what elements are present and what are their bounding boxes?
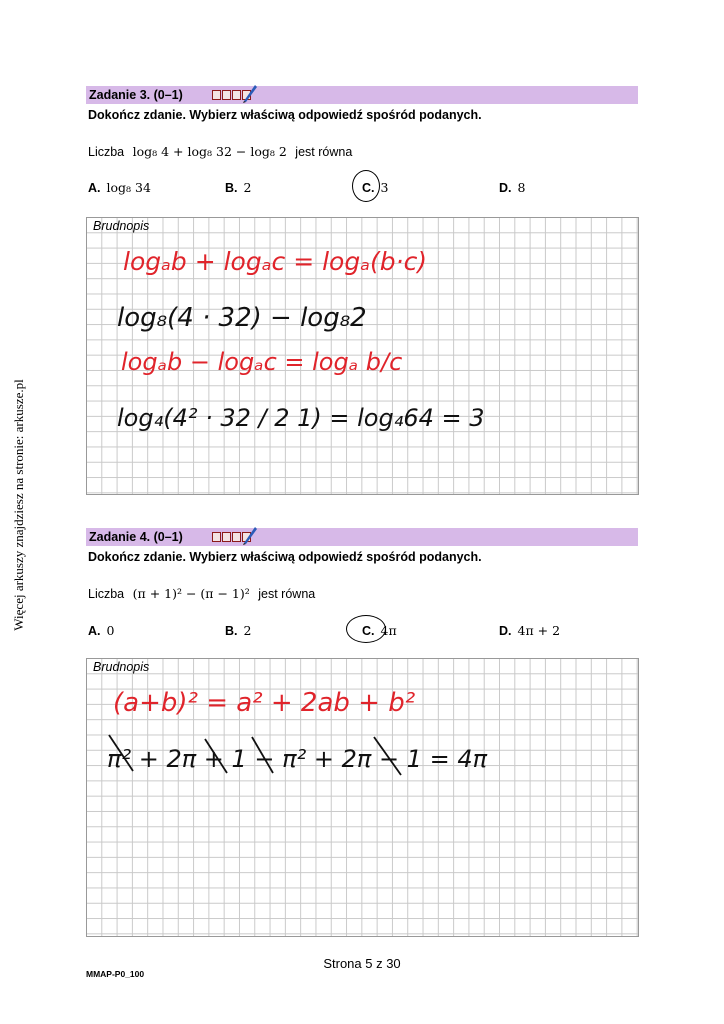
sidebar-text: Więcej arkuszy znajdziesz na stronie: arkusze.pl: [11, 379, 26, 631]
scratch-grid: [86, 658, 639, 937]
task-question: [88, 144, 352, 159]
page-number: Strona 5 z 30: [323, 956, 401, 971]
handwriting-line: π² + 2π + 1 − π² + 2π − 1 = 4π: [107, 745, 488, 773]
question-math: log₈ 4 + log₈ 32 − log₈ 2: [132, 144, 287, 159]
scratch-grid: [86, 217, 639, 495]
handwriting-line: log₈(4 · 32) − log₈2: [117, 303, 367, 333]
selected-answer-circle: [346, 615, 386, 643]
handwriting-line: logₐb + logₐc = logₐ(b·c): [123, 247, 428, 276]
option-b[interactable]: B. 2: [225, 623, 252, 638]
answer-options: [86, 180, 638, 200]
option-c[interactable]: C. 4π: [362, 623, 397, 638]
task-title: Zadanie 4. (0–1): [89, 530, 183, 544]
handwriting-area: [87, 218, 638, 494]
option-d[interactable]: D. 8: [499, 180, 526, 195]
task-header-bar: [86, 528, 638, 546]
task-instruction: Dokończ zdanie. Wybierz właściwą odpowiedź spośród podanych.: [88, 108, 482, 122]
task-header-bar: [86, 86, 638, 104]
question-prefix: Liczba: [88, 587, 125, 601]
answer-options: [86, 623, 638, 643]
pen-icon: [241, 82, 259, 104]
question-suffix: jest równa: [295, 145, 353, 159]
scratch-label: Brudnopis: [93, 660, 150, 674]
selected-answer-circle: [352, 170, 380, 202]
handwriting-line: logₐb − logₐc = logₐ b/c: [121, 348, 403, 376]
scratch-label: Brudnopis: [93, 219, 150, 233]
handwriting-line: (a+b)² = a² + 2ab + b²: [113, 688, 416, 718]
handwriting-area: [87, 659, 638, 936]
task-question: [88, 586, 315, 601]
question-prefix: Liczba: [88, 145, 125, 159]
task-title: Zadanie 3. (0–1): [89, 88, 183, 102]
option-a[interactable]: A. log₈ 34: [88, 180, 151, 195]
option-d[interactable]: D. 4π + 2: [499, 623, 561, 638]
question-math: (π + 1)² − (π − 1)²: [132, 586, 250, 601]
option-a[interactable]: A. 0: [88, 623, 115, 638]
option-b[interactable]: B. 2: [225, 180, 252, 195]
handwriting-line: log₄(4² · 32 / 2 1) = log₄64 = 3: [117, 404, 485, 432]
task-instruction: Dokończ zdanie. Wybierz właściwą odpowiedź spośród podanych.: [88, 550, 482, 564]
pen-icon: [241, 524, 259, 546]
option-c[interactable]: C. 3: [362, 180, 389, 195]
document-code: MMAP-P0_100: [86, 969, 145, 979]
question-suffix: jest równa: [258, 587, 316, 601]
